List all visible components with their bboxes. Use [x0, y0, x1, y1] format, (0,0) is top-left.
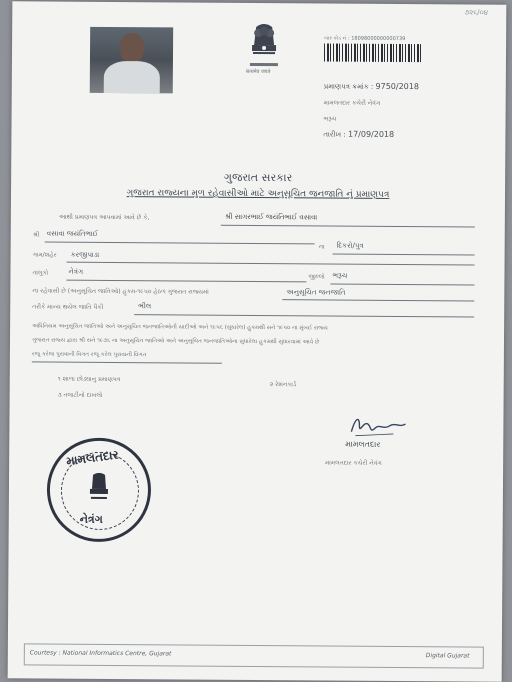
body-underline: [32, 361, 222, 363]
certificate-no-row: [324, 81, 419, 92]
village-label: ગામ/શહેર: [32, 251, 57, 259]
seal-emblem-icon: [86, 473, 112, 507]
document-item-2: ૨ રેશનકાર્ડ: [269, 381, 297, 389]
village-line: [67, 262, 475, 266]
tribe-line: [134, 314, 474, 317]
relation: દિકરો/પુત્ર: [336, 241, 364, 250]
applicant-name: શ્રી સાગરભાઈ જયંતિભાઈ વસાવા: [224, 212, 318, 222]
body-line-2: ગુજરાત રાજ્ય દ્વારા શ્રી સને ૧૯૭૬ ના અનુસૂચિત જાતિઓ અને અનુસૂચિત જનજાતિઓના સુધારેલા હુકમથી સુધારવામાં આવે છે: [31, 337, 320, 346]
signatory-office: મામલતદાર કચેરી નેત્રંગ: [325, 459, 382, 467]
body-line-1: અધિનિયમ અનુસૂચિત જાતિઓ અને અનુસૂચિત જનજાતિઓની યાદીઓ અને ૧૯૫૬ (સુધારેલ) હુકમથી સને ૧૯૫૦ ના મુંબઈ રાજ્ય: [32, 323, 328, 332]
official-seal: [47, 438, 152, 543]
taluka-label: તાલુકો: [32, 269, 49, 277]
national-emblem-icon: [244, 23, 284, 75]
document-item-3: ૩ તલાટીનો દાખલો: [57, 391, 103, 399]
seal-bottom-text: નેત્રંગ: [79, 512, 103, 526]
certified-prefix: આથી પ્રમાણપત્ર આપવામાં આવે છે કે,: [58, 213, 150, 222]
district: ભરૂચ: [332, 271, 348, 280]
district-line: [330, 284, 474, 286]
barcode: [324, 43, 422, 62]
footer-credit: Courtesy : National Informatics Centre, Gujarat: [29, 649, 172, 658]
district-label: જીલ્લો: [308, 273, 325, 281]
government-title: ગુજરાત સરકાર: [223, 170, 293, 185]
tribe: ભીલ: [138, 302, 152, 311]
category-line: [282, 299, 474, 301]
document-item-1: ૧ શાળા છોડ્યાનુ પ્રમાણપત્ર: [57, 375, 121, 384]
body-line-3: રજૂ કરેલા પુરાવાની વિગત રજૂ કરેલ પુરાવાની વિગત: [31, 351, 147, 359]
father-name: વસાવા જયંતિભાઈ: [46, 229, 99, 238]
father-name-line: [45, 242, 315, 245]
footer-brand: Digital Gujarat: [425, 652, 470, 660]
signature-icon: [345, 414, 409, 440]
place: ભરૂચ: [323, 115, 337, 123]
applicant-name-line: [221, 225, 475, 228]
taluka: નેત્રંગ: [68, 267, 84, 276]
date: 17/09/2018: [347, 129, 395, 139]
date-label: તારીખ :: [323, 130, 346, 139]
issuer-office: મામલતદાર કચેરી નેત્રંગ: [323, 99, 381, 107]
taluka-line: [66, 280, 306, 283]
certificate-no: 9750/2018: [375, 81, 419, 92]
corner-note: ૭૨૬/૦૪: [464, 8, 489, 17]
category-text: ના રહેવાસી છે (અનુસૂચિત જાતિઓ) હુકમ-૧૯૫૦ હેઠળ ગુજરાત રાજ્યમાં: [32, 287, 209, 296]
relation-line: [333, 254, 475, 256]
category: અનુસૂચિત જનજાતિ: [286, 288, 346, 297]
na-label: ના: [318, 243, 325, 251]
barcode-caption: બાર કોડ નં : 18098000000000739: [324, 35, 406, 43]
shri-label: શ્રી: [32, 231, 40, 239]
emblem-caption: सत्यमेव जयते: [245, 68, 271, 76]
certificate-page: [8, 1, 507, 681]
certificate-subtitle: ગુજરાત રાજ્યના મુળ રહેવાસીઓ માટે અનુસૂચિત જનજાતિ નું પ્રમાણપત્ર: [126, 188, 390, 200]
seal-top-text: મામલતદાર: [65, 447, 120, 469]
certificate-no-label: પ્રમાણપત્ર ક્રમાંક :: [323, 82, 374, 91]
village: કરજીપાડા: [70, 250, 100, 259]
applicant-photo: [90, 27, 173, 94]
signatory-designation: મામલતદાર: [345, 439, 381, 449]
tribe-label: તરીકે માન્ય થયેલ જાતિ પૈકી: [32, 303, 104, 311]
date-row: [323, 129, 394, 139]
